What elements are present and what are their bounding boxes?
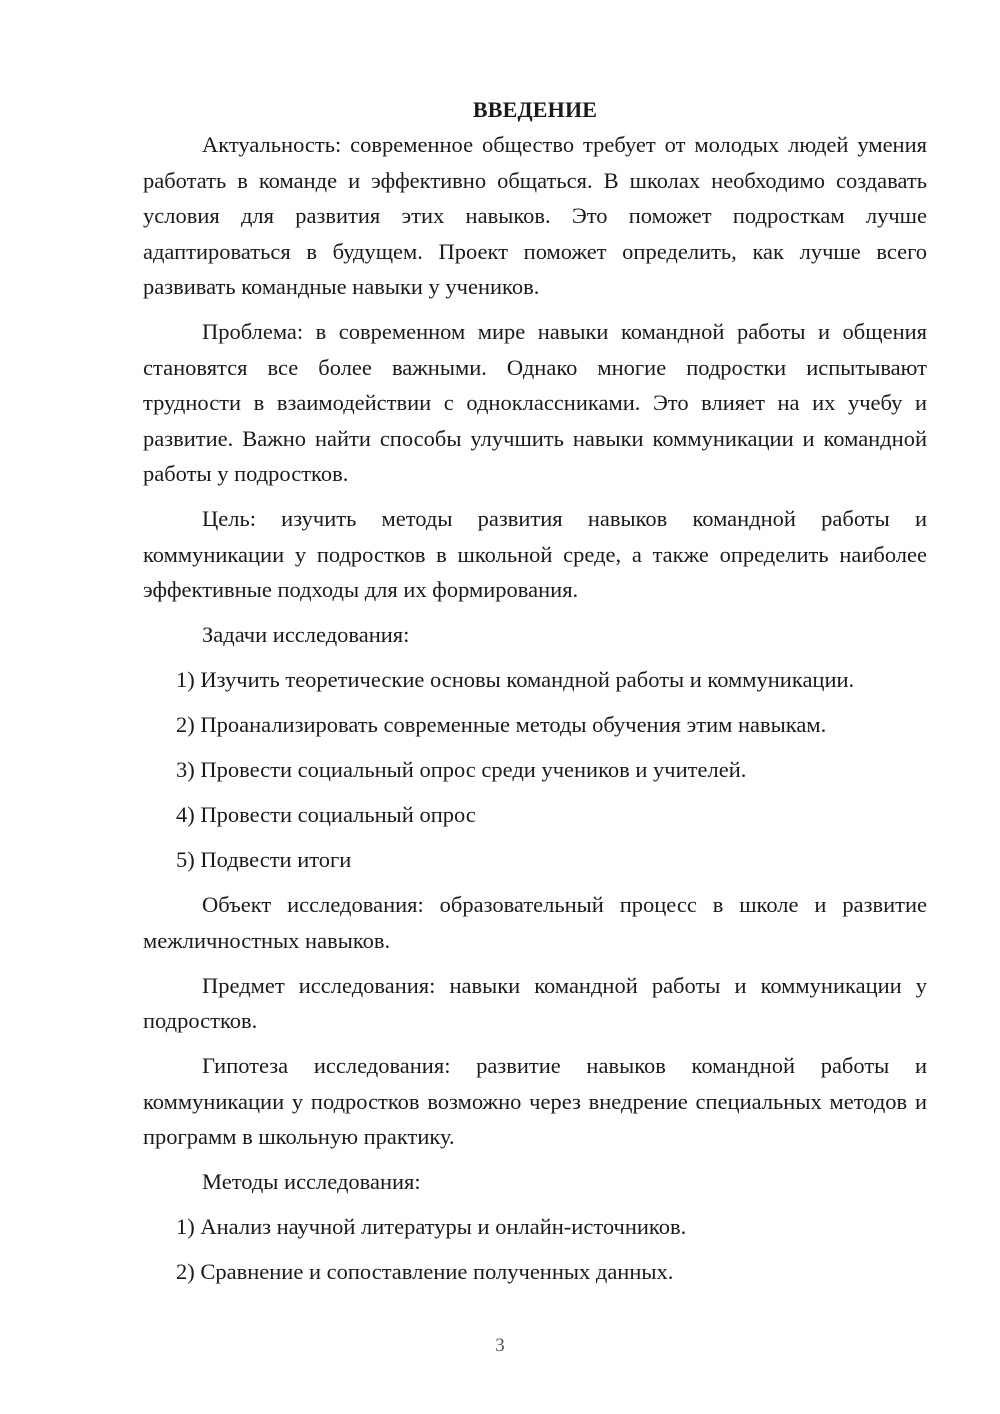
tasks-title: Задачи исследования: (202, 622, 410, 647)
task-item-1: 1) Изучить теоретические основы командной работы и коммуникации. (176, 667, 855, 692)
paragraph-goal: Цель: изучить методы развития навыков командной работы и коммуникации у подростков в школьной среде, а также определить наиболее эффективные подходы для их формирования. (143, 506, 927, 602)
task-item-2: 2) Проанализировать современные методы обучения этим навыкам. (176, 712, 827, 737)
method-item-1: 1) Анализ научной литературы и онлайн-источников. (176, 1214, 687, 1239)
task-item-4: 4) Провести социальный опрос (176, 802, 476, 827)
paragraph-problem: Проблема: в современном мире навыки командной работы и общения становятся все более важными. Однако многие подростки испытывают трудности в взаимодействии с одноклассниками. Это влияет на их учебу и развитие. Важно найти способы улучшить навыки коммуникации и командной работы у подростков. (143, 319, 927, 486)
method-item-2: 2) Сравнение и сопоставление полученных данных. (176, 1259, 674, 1284)
paragraph-relevance: Актуальность: современное общество требует от молодых людей умения работать в команде и эффективно общаться. В школах необходимо создавать условия для развития этих навыков. Это поможет подросткам лучше адаптироваться в будущем. Проект поможет определить, как лучше всего развивать командные навыки у учеников. (143, 132, 927, 299)
paragraph-subject: Предмет исследования: навыки командной работы и коммуникации у подростков. (143, 972, 927, 1033)
document-page (143, 93, 927, 1299)
methods-title: Методы исследования: (202, 1169, 421, 1194)
page-number: 3 (495, 1335, 505, 1356)
paragraph-object: Объект исследования: образовательный процесс в школе и развитие межличностных навыков. (143, 892, 927, 953)
task-item-3: 3) Провести социальный опрос среди учеников и учителей. (176, 757, 747, 782)
task-item-5: 5) Подвести итоги (176, 847, 352, 872)
paragraph-hypothesis: Гипотеза исследования: развитие навыков командной работы и коммуникации у подростков возможно через внедрение специальных методов и программ в школьную практику. (143, 1053, 927, 1149)
section-heading: ВВЕДЕНИЕ (472, 97, 598, 122)
